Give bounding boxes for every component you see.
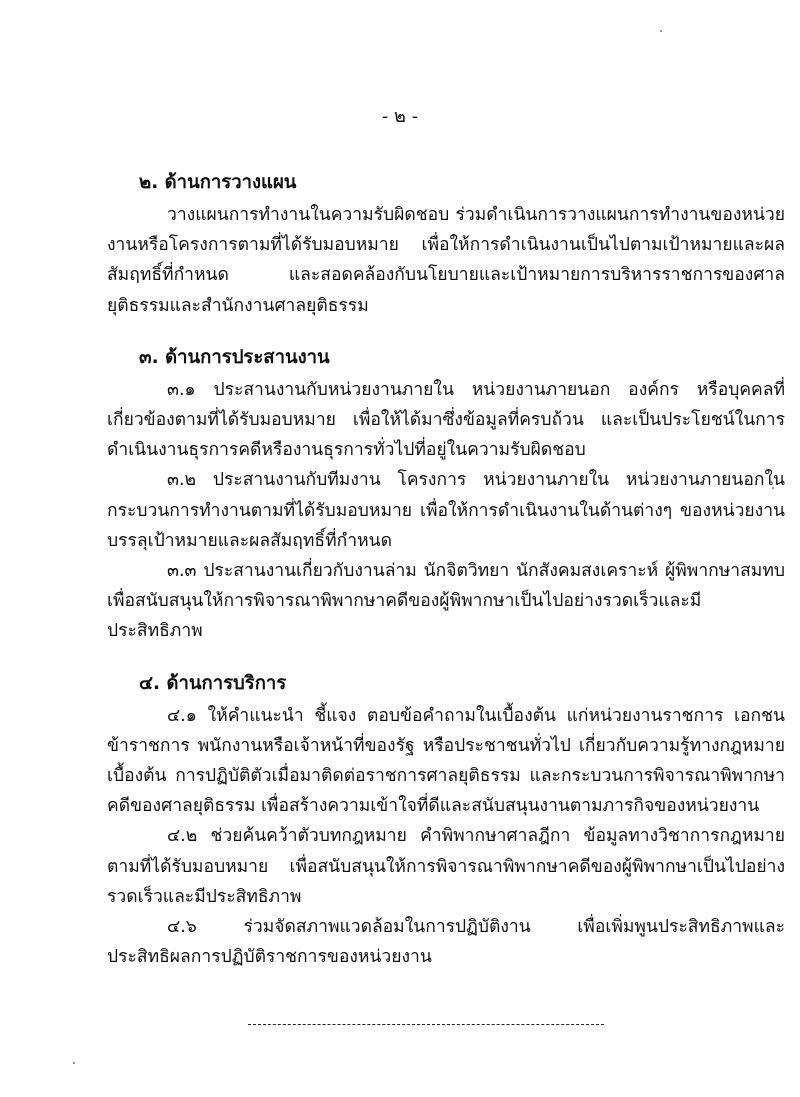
paragraph: ๓.๓ ประสานงานเกี่ยวกับงานล่าม นักจิตวิทยา นักสังคมสงเคราะห์ ผู้พิพากษาสมทบ เพื่อสนับสนุนให้การพิจารณาพิพากษาคดีของผู้พิพากษาเป็นไปอย่างรวดเร็วและมีประสิทธิภาพ [107,561,785,642]
paragraph: วางแผนการทำงานในความรับผิดชอบ ร่วมดำเนินการวางแผนการทำงานของหน่วยงานหรือโครงการตามที่ได้รับมอบหมาย เพื่อให้การดำเนินงานเป็นไปตามเป้าหมายและผลสัมฤทธิ์ที่กำหนด และสอดคล้องกับนโยบายและเป้าหมายการบริหารราชการของศาลยุติธรรมและสำนักงานศาลยุติธรรม [107,205,785,316]
section-service [107,669,785,973]
paragraph: ๔.๒ ช่วยค้นคว้าตัวบทกฎหมาย คำพิพากษาศาลฎีกา ข้อมูลทางวิชาการกฎหมาย ตามที่ได้รับมอบหมาย เพื่อสนับสนุนให้การพิจารณาพิพากษาคดีของผู้พิพากษาเป็นไปอย่างรวดเร็วและมีประสิทธิภาพ [107,826,785,907]
section-coordination [107,343,785,647]
page-number: - ๒ - [381,106,419,127]
paragraph: ๔.๖ ร่วมจัดสภาพแวดล้อมในการปฏิบัติงาน เพื่อเพิ่มพูนประสิทธิภาพและประสิทธิผลการปฏิบัติราชการของหน่วยงาน [107,917,785,968]
end-divider [248,1024,604,1025]
scan-speck [660,30,662,32]
section-planning [107,168,785,321]
document-body [107,168,785,972]
paragraph: ๓.๒ ประสานงานกับทีมงาน โครงการ หน่วยงานภายใน หน่วยงานภายนอกในกระบวนการทำงานตามที่ได้รับมอบหมาย เพื่อให้การดำเนินงานในด้านต่างๆ ของหน่วยงานบรรลุเป้าหมายและผลสัมฤทธิ์ที่กำหนด [107,470,785,551]
scan-speck [73,1062,75,1064]
section-heading: ๔. ด้านการบริการ [139,672,287,694]
section-heading: ๓. ด้านการประสานงาน [139,346,330,368]
paragraph: ๓.๑ ประสานงานกับหน่วยงานภายใน หน่วยงานภายนอก องค์กร หรือบุคคลที่เกี่ยวข้องตามที่ได้รับมอบหมาย เพื่อให้ได้มาซึ่งข้อมูลที่ครบถ้วน และเป็นประโยชน์ในการดำเนินงานธุรการคดีหรืองานธุรการทั่วไปที่อยู่ในความรับผิดชอบ [107,379,785,461]
paragraph: ๔.๑ ให้คำแนะนำ ชี้แจง ตอบข้อคำถามในเบื้องต้น แก่หน่วยงานราชการ เอกชน ข้าราชการ พนักงานหรือเจ้าหน้าที่ของรัฐ หรือประชาชนทั่วไป เกี่ยวกับความรู้ทางกฎหมายเบื้องต้น การปฏิบัติตัวเมื่อมาติดต่อราชการศาลยุติธรรม และกระบวนการพิจารณาพิพากษาคดีของศาลยุติธรรม เพื่อสร้างความเข้าใจที่ดีและสนับสนุนงานตามภารกิจของหน่วยงาน [107,705,785,817]
section-heading: ๒. ด้านการวางแผน [139,172,297,193]
